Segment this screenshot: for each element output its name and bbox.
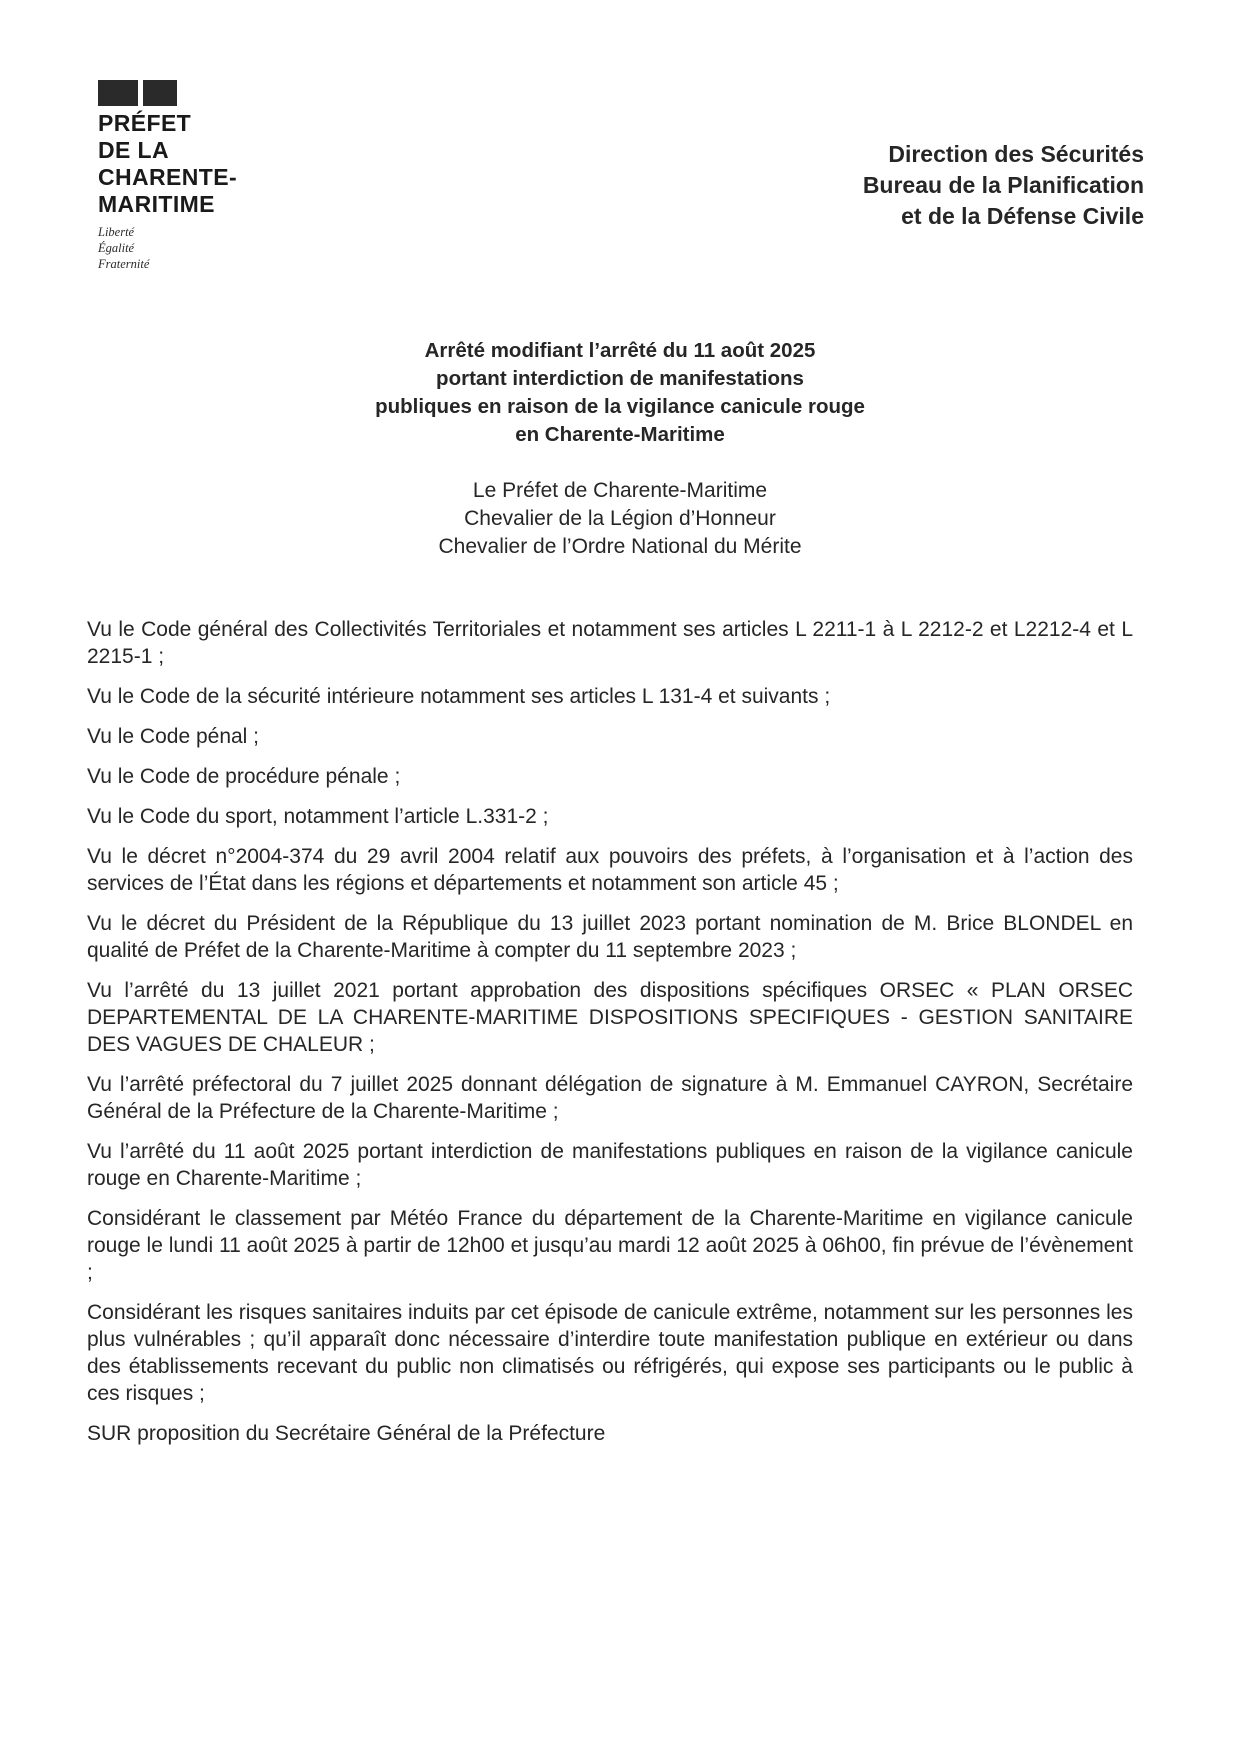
prefecture-name-line: CHARENTE-	[98, 164, 238, 190]
visa-paragraph: Vu l’arrêté du 11 août 2025 portant interdiction de manifestations publiques en raison de la vigilance canicule rouge en Charente-Maritime ;	[87, 1140, 1133, 1190]
visa-paragraph: Vu le Code de la sécurité intérieure notamment ses articles L 131-4 et suivants ;	[87, 685, 831, 708]
republic-motto	[98, 224, 298, 272]
visa-paragraph: Vu l’arrêté du 13 juillet 2021 portant approbation des dispositions spécifiques ORSEC « PLAN ORSEC DEPARTEMENTAL DE LA CHARENTE-MARITIME DISPOSITIONS SPECIFIQUES - GESTION SANITAIRE DES VAGUES DE CHALEUR ;	[87, 979, 1133, 1056]
footer-address-faded	[84, 1648, 87, 1663]
visa-paragraph: Vu le Code pénal ;	[87, 725, 260, 748]
title-line: publiques en raison de la vigilance canicule rouge	[375, 395, 865, 418]
authority-line: Le Préfet de Charente-Maritime	[472, 479, 768, 502]
motto-liberte: Liberté	[98, 225, 135, 239]
direction-line: Direction des Sécurités	[888, 141, 1144, 167]
marianne-icon	[98, 80, 298, 106]
authority-block	[200, 477, 1040, 561]
motto-egalite: Égalité	[98, 241, 135, 255]
visa-paragraph: Vu l’arrêté préfectoral du 7 juillet 2025 donnant délégation de signature à M. Emmanuel CAYRON, Secrétaire Général de la Préfecture de la Charente-Maritime ;	[87, 1073, 1133, 1123]
considerant-paragraph: Considérant les risques sanitaires induits par cet épisode de canicule extrême, notamment sur les personnes les plus vulnérables ; qu’il apparaît donc nécessaire d’interdire toute manifestation publique en extérieur ou dans des établissements recevant du public non climatisés ou réfrigérés, qui expose ses participants ou le public à ces risques ;	[87, 1301, 1133, 1405]
prefecture-logo	[98, 80, 298, 272]
title-line: Arrêté modifiant l’arrêté du 11 août 2025	[424, 339, 816, 362]
authority-line: Chevalier de la Légion d’Honneur	[464, 507, 776, 530]
decree-title	[200, 337, 1040, 449]
motto-fraternite: Fraternité	[98, 257, 150, 271]
decree-body	[87, 616, 1133, 1460]
bureau-line-cont: et de la Défense Civile	[901, 203, 1144, 229]
proposal-paragraph: SUR proposition du Secrétaire Général de la Préfecture	[87, 1422, 606, 1445]
authority-line: Chevalier de l’Ordre National du Mérite	[438, 535, 802, 558]
prefecture-name-line: DE LA	[98, 137, 169, 163]
visa-paragraph: Vu le décret n°2004-374 du 29 avril 2004 relatif aux pouvoirs des préfets, à l’organisation et à l’action des services de l’État dans les régions et départements et notamment son article 45 ;	[87, 845, 1133, 895]
prefecture-name-line: PRÉFET	[98, 110, 192, 136]
visa-paragraph: Vu le Code du sport, notamment l’article L.331-2 ;	[87, 805, 549, 828]
visa-paragraph: Vu le Code de procédure pénale ;	[87, 765, 401, 788]
title-line: en Charente-Maritime	[515, 423, 725, 446]
bureau-line: Bureau de la Planification	[862, 172, 1144, 198]
prefecture-name-line: MARITIME	[98, 191, 215, 217]
visa-paragraph: Vu le Code général des Collectivités Territoriales et notamment ses articles L 2211-1 à L 2212-2 et L2212-4 et L 2215-1 ;	[87, 618, 1133, 668]
considerant-paragraph: Considérant le classement par Météo France du département de la Charente-Maritime en vigilance canicule rouge le lundi 11 août 2025 à partir de 12h00 et jusqu’au mardi 12 août 2025 à 06h00, fin prévue de l’évènement ;	[87, 1207, 1133, 1284]
visa-paragraph: Vu le décret du Président de la République du 13 juillet 2023 portant nomination de M. Brice BLONDEL en qualité de Préfet de la Charente-Maritime à compter du 11 septembre 2023 ;	[87, 912, 1133, 962]
title-line: portant interdiction de manifestations	[436, 367, 804, 390]
issuing-department	[863, 139, 1144, 232]
